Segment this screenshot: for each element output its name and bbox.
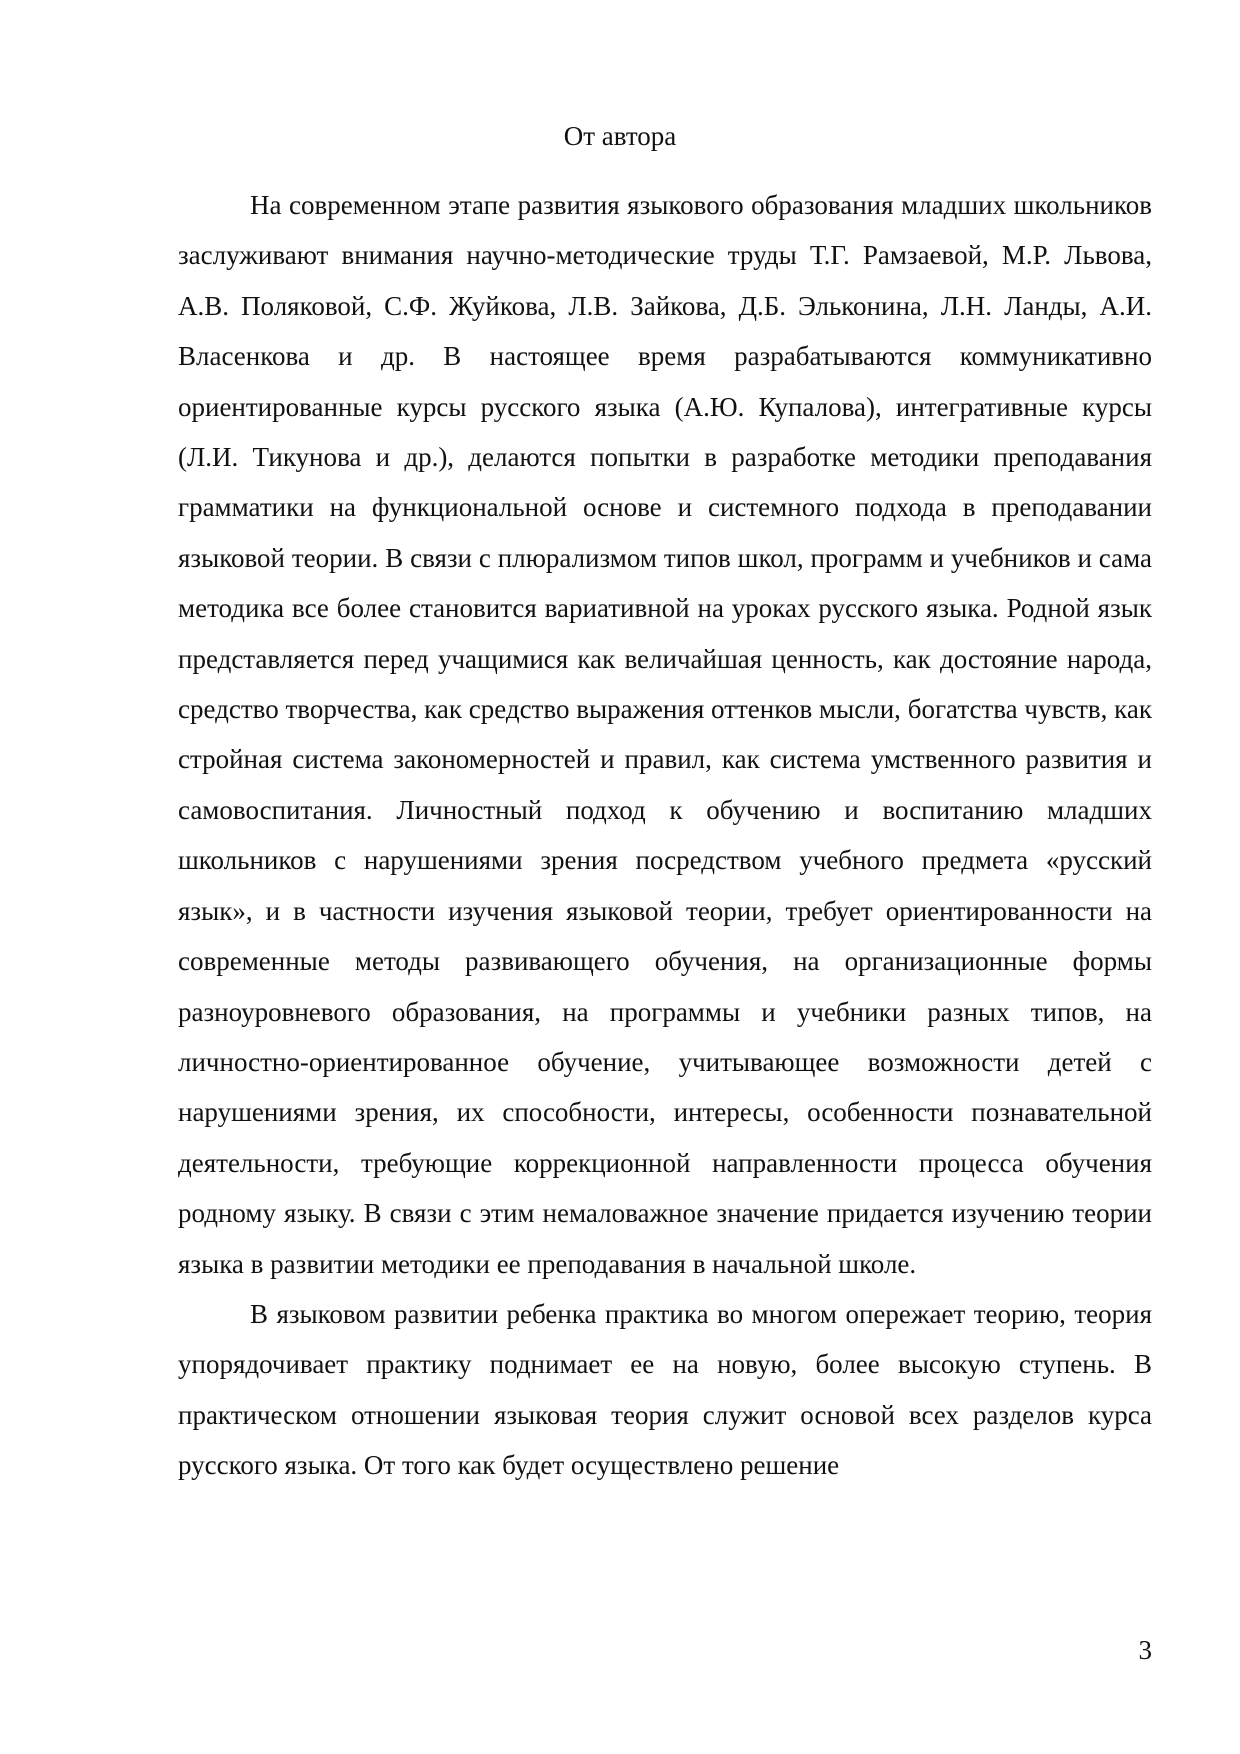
body-text — [178, 180, 1152, 1491]
paragraph-2: В языковом развитии ребенка практика во многом опережает теорию, теория упорядочивает практику поднимает ее на новую, более высокую ступень. В практическом отношении языковая теория служит основой всех разделов курса русского языка. От того как будет осуществлено решение — [178, 1298, 1152, 1481]
page-title: От автора — [563, 121, 677, 151]
page-number: 3 — [1138, 1635, 1152, 1665]
paragraph-1: На современном этапе развития языкового образования младших школьников заслуживают внимания научно-методические труды Т.Г. Рамзаевой, М.Р. Львова, А.В. Поляковой, С.Ф. Жуйкова, Л.В. Зайкова, Д.Б. Эльконина, Л.Н. Ланды, А.И. Власенкова и др. В настоящее время разрабатываются коммуникативно ориентированные курсы русского языка (А.Ю. Купалова), интегративные курсы (Л.И. Тикунова и др.), делаются попытки в разработке методики преподавания грамматики на функциональной основе и системного подхода в преподавании языковой теории. В связи с плюрализмом типов школ, программ и учебников и сама методика все более становится вариативной на уроках русского языка. Родной язык представляется перед учащимися как величайшая ценность, как достояние народа, средство творчества, как средство выражения оттенков мысли, богатства чувств, как стройная система закономерностей и правил, как система умственного развития и самовоспитания. Личностный подход к обучению и воспитанию младших школьников с нарушениями зрения посредством учебного предмета «русский язык», и в частности изучения языковой теории, требует ориентированности на современные методы развивающего обучения, на организационные формы разноуровневого образования, на программы и учебники разных типов, на личностно-ориентированное обучение, учитывающее возможности детей с нарушениями зрения, их способности, интересы, особенности познавательной деятельности, требующие коррекционной направленности процесса обучения родному языку. В связи с этим немаловажное значение придается изучению теории языка в развитии методики ее преподавания в начальной школе. — [178, 190, 1152, 1279]
